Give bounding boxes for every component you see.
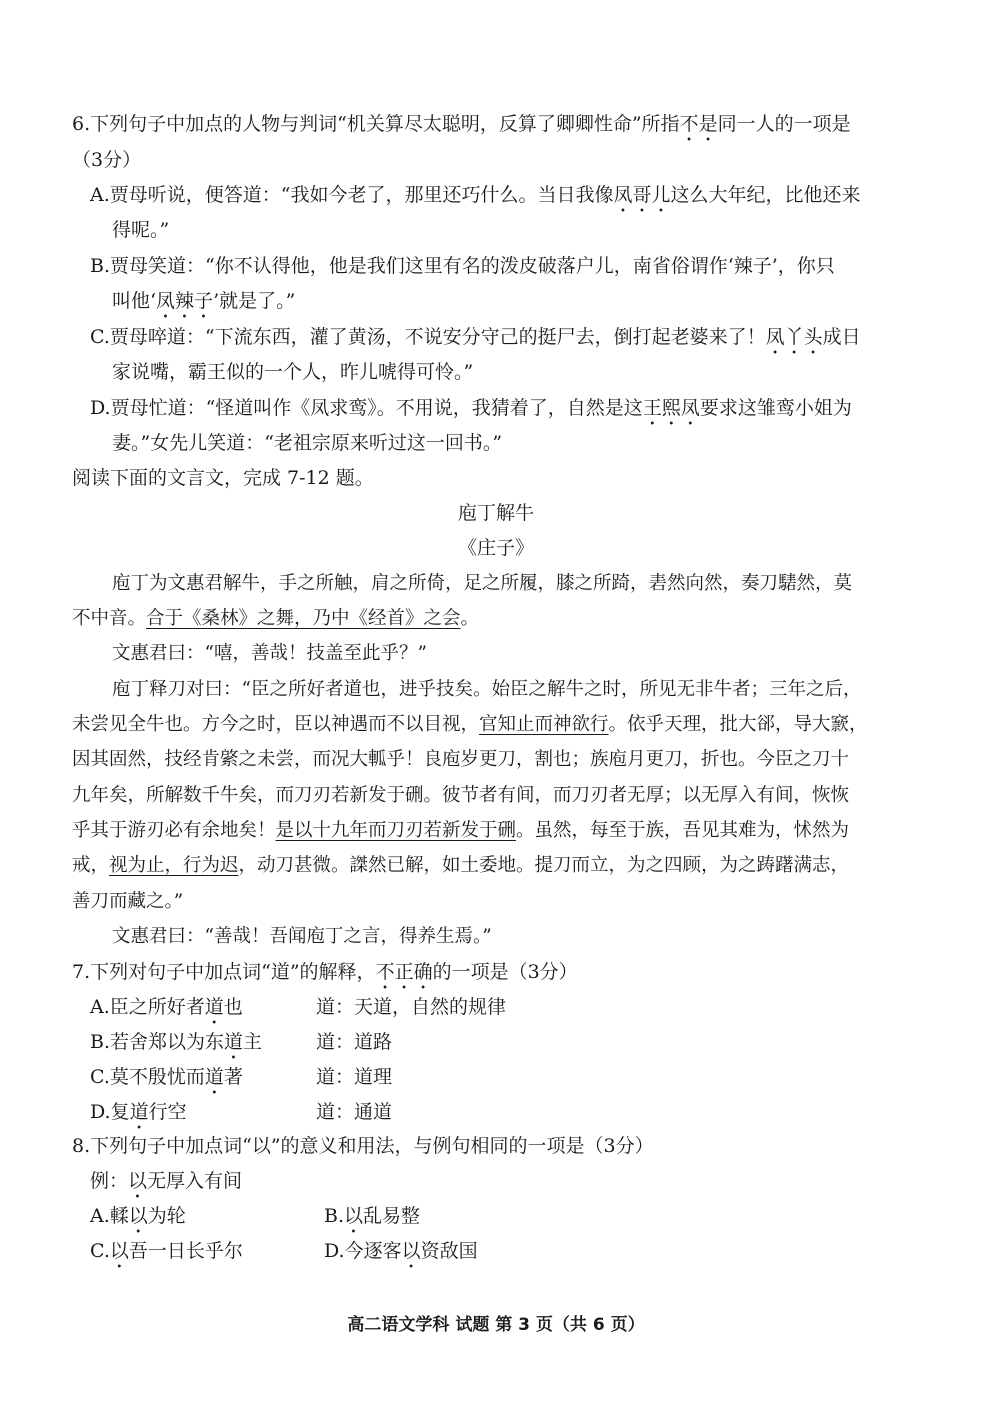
underlined-sentence: 是以十九年而刀刃若新发于硎 — [275, 820, 517, 841]
q6-option-d-cont: 妻。”女先儿笑道：“老祖宗原来听过这一回书。” — [112, 432, 503, 454]
option-text: B. — [324, 1205, 345, 1227]
option-text: D.贾母忙道：“怪道叫作《凤求鸾》。不用说，我猜着了，自然是这 — [90, 397, 643, 419]
option-text: 要求这雏鸾小姐为 — [699, 397, 852, 419]
q8-example — [90, 1169, 242, 1203]
page-footer: 高二语文学科 试题 第 3 页（共 6 页） — [347, 1315, 645, 1335]
q6-stem-text: 6.下列句子中加点的人物与判词“机关算尽太聪明，反算了卿卿性命”所指 — [72, 113, 680, 135]
q7-option-c — [90, 1065, 243, 1099]
passage-text: 未尝见全牛也。方今之时，臣以神遇而不以目视， — [72, 714, 480, 735]
q7-stem-text-end: 的一项是（3分） — [432, 961, 578, 983]
passage-text: 。依乎天理，批大郤，导大窾， — [608, 714, 868, 735]
passage-p3-line4: 九年矣，所解数千牛矣，而刀刃若新发于硎。彼节者有间，而刀刃者无厚；以无厚入有间，恢恢 — [72, 785, 850, 806]
q6-stem-emphasis: 不是 — [679, 113, 718, 135]
option-emphasis: 道 — [204, 996, 224, 1018]
option-emphasis: 道 — [224, 1031, 244, 1053]
underlined-phrase: 官知止而神欲行 — [479, 714, 609, 735]
option-emphasis: 王熙凤 — [642, 397, 700, 419]
option-text: C. — [90, 1240, 110, 1262]
option-emphasis: 以 — [344, 1205, 364, 1227]
q6-option-b-cont — [112, 289, 295, 323]
example-text: 无厚入有间 — [147, 1170, 243, 1192]
q7-stem-emphasis: 不正确 — [375, 961, 433, 983]
option-text: 著 — [223, 1066, 243, 1088]
option-text: D.今逐客 — [324, 1240, 402, 1262]
option-emphasis: 道 — [129, 1101, 149, 1123]
passage-p3-line2 — [72, 713, 868, 737]
q8-option-c — [90, 1239, 243, 1273]
option-emphasis: 凤丫头 — [765, 326, 823, 348]
q6-score: （3分） — [72, 149, 142, 171]
passage-p2: 文惠君曰：“嘻，善哉！技盖至此乎？” — [112, 643, 427, 664]
passage-text: ，动刀甚微。謋然已解，如土委地。提刀而立，为之四顾，为之踌躇满志， — [238, 855, 850, 876]
passage-text: 戒， — [72, 855, 110, 876]
passage-author: 《庄子》 — [457, 537, 534, 559]
option-text: 乱易整 — [363, 1205, 421, 1227]
passage-intro: 阅读下面的文言文，完成 7-12 题。 — [72, 467, 374, 489]
q6-option-c — [90, 325, 861, 359]
q7-option-c-gloss: 道：道理 — [316, 1066, 393, 1088]
passage-p1-line1: 庖丁为文惠君解牛，手之所触，肩之所倚，足之所履，膝之所踦，砉然向然，奏刀騞然，莫 — [112, 573, 853, 594]
q6-option-c-cont: 家说嘴，霸王似的一个人，昨儿唬得可怜。” — [112, 361, 474, 383]
option-text: A.臣之所好者 — [90, 996, 205, 1018]
option-text: A.輮 — [90, 1205, 129, 1227]
option-text: 资敌国 — [420, 1240, 478, 1262]
passage-p3-line6 — [72, 854, 849, 878]
option-text: C.莫不殷忧而 — [90, 1066, 205, 1088]
q7-stem — [72, 960, 578, 994]
option-text: 行空 — [148, 1101, 187, 1123]
option-text: C.贾母啐道：“下流东西，灌了黄汤，不说安分守己的挺尸去，倒打起老婆来了！ — [90, 326, 766, 348]
q8-option-a — [90, 1204, 186, 1238]
passage-text: 不中音。 — [72, 608, 147, 629]
example-emphasis: 以 — [128, 1170, 148, 1192]
q8-option-b — [324, 1204, 420, 1238]
underlined-sentence: 合于《桑林》之舞，乃中《经首》之会 — [146, 608, 461, 629]
passage-p1-line2 — [72, 607, 479, 631]
option-text: D.复 — [90, 1101, 130, 1123]
passage-p3-line7: 善刀而藏之。” — [72, 891, 184, 912]
option-emphasis: 以 — [401, 1240, 421, 1262]
q7-option-a — [90, 995, 243, 1029]
q7-option-a-gloss: 道：天道，自然的规律 — [316, 996, 507, 1018]
option-text: 这么大年纪，比他还来 — [670, 184, 861, 206]
option-text: B.若舍郑以为东 — [90, 1031, 225, 1053]
option-text: 叫他‘ — [112, 290, 157, 312]
q6-stem — [72, 112, 851, 146]
q7-option-d-gloss: 道：通道 — [316, 1101, 393, 1123]
q7-stem-text: 7.下列对句子中加点词“道”的解释， — [72, 961, 376, 983]
passage-text: 。虽然，每至于族，吾见其难为，怵然为 — [516, 820, 850, 841]
q8-option-d — [324, 1239, 478, 1273]
q6-option-d — [90, 396, 852, 430]
option-text: 吾一日长乎尔 — [128, 1240, 243, 1262]
option-text: 成日 — [822, 326, 861, 348]
passage-p3-line1: 庖丁释刀对曰：“臣之所好者道也，进乎技矣。始臣之解牛之时，所见无非牛者；三年之后， — [112, 679, 862, 700]
example-label: 例： — [90, 1170, 129, 1192]
q7-option-b-gloss: 道：道路 — [316, 1031, 393, 1053]
option-emphasis: 以 — [128, 1205, 148, 1227]
q6-stem-text-end: 同一人的一项是 — [717, 113, 851, 135]
option-emphasis: 凤辣子 — [156, 290, 214, 312]
q6-option-b: B.贾母笑道：“你不认得他，他是我们这里有名的泼皮破落户儿，南省俗谓作‘辣子’，你只 — [90, 255, 835, 277]
underlined-phrase: 视为止，行为迟 — [109, 855, 239, 876]
passage-text: 乎其于游刃必有余地矣！ — [72, 820, 276, 841]
option-text: 为轮 — [147, 1205, 186, 1227]
q6-option-a — [90, 183, 861, 217]
option-emphasis: 道 — [204, 1066, 224, 1088]
option-text: A.贾母听说，便答道：“我如今老了，那里还巧什么。当日我像 — [90, 184, 614, 206]
q7-option-d — [90, 1100, 187, 1134]
passage-text: 。 — [460, 608, 480, 629]
passage-p3-line3: 因其固然，技经肯綮之未尝，而况大軱乎！良庖岁更刀，割也；族庖月更刀，折也。今臣之刀十 — [72, 749, 850, 770]
option-text: 也 — [223, 996, 243, 1018]
q7-option-b — [90, 1030, 262, 1064]
option-text: 主 — [243, 1031, 263, 1053]
passage-p3-line5 — [72, 819, 849, 843]
option-text: ’就是了。” — [213, 290, 296, 312]
q8-stem: 8.下列句子中加点词“以”的意义和用法，与例句相同的一项是（3分） — [72, 1135, 654, 1157]
passage-title: 庖丁解牛 — [457, 502, 534, 524]
option-emphasis: 以 — [109, 1240, 129, 1262]
passage-p4: 文惠君曰：“善哉！吾闻庖丁之言，得养生焉。” — [112, 926, 492, 947]
option-emphasis: 凤哥儿 — [613, 184, 671, 206]
q6-option-a-cont: 得呢。” — [112, 219, 170, 241]
